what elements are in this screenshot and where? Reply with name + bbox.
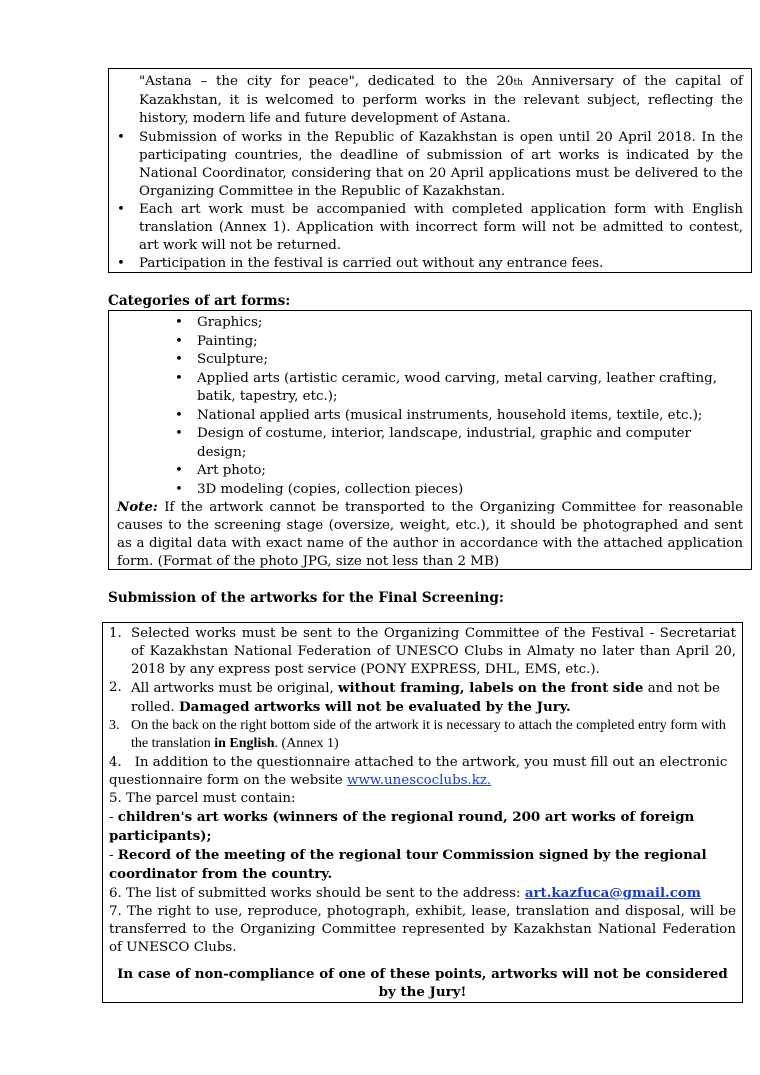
list-item: • Graphics; — [169, 314, 731, 333]
submission-list — [109, 625, 736, 957]
list-item: • Design of costume, interior, landscape, industrial, graphic and computer design; — [169, 425, 731, 462]
categories-box — [108, 310, 752, 570]
list-item: • Art photo; — [169, 462, 731, 481]
list-item: 6. The list of submitted works should be sent to the address: art.kazfuca@gmail.com — [109, 885, 701, 901]
list-item: • Painting; — [169, 333, 731, 352]
list-item: 3. On the back on the right bottom side of the artwork it is necessary to attach the completed entry form with the translation in English. (Annex 1) — [109, 718, 726, 751]
list-item: • Submission of works in the Republic of Kazakhstan is open until 20 April 2018. In the participating countries, the deadline of submission of art works is indicated by the National Coordinator, considering that on 20 April applications must be delivered to the Organizing Committee in the Republic of Kazakhstan. — [111, 129, 743, 201]
submission-box — [102, 622, 743, 1003]
list-item: 5. The parcel must contain: — [109, 791, 296, 806]
list-item: • National applied arts (musical instruments, household items, textile, etc.); — [169, 407, 731, 426]
warning-text: In case of non-compliance of one of these points, artworks will not be considered by the Jury! — [117, 966, 728, 1000]
list-item: 1. Selected works must be sent to the Organizing Committee of the Festival - Secretariat of Kazakhstan National Federation of UNESCO Clubs in Almaty no later than April 20, 2018 by any express post service (PONY EXPRESS, DHL, EMS, etc.). — [109, 626, 736, 677]
categories-heading: Categories of art forms: — [108, 293, 291, 309]
intro-paragraph: "Astana – the city for peace", dedicated to the 20th Anniversary of the capital of Kazakhstan, it is welcomed to perform works in the relevant subject, reflecting the history, modern life and future development of Astana. — [139, 74, 743, 126]
list-item: 7. The right to use, reproduce, photograph, exhibit, lease, translation and disposal, will be transferred to the Organizing Committee represented by Kazakhstan National Federation of UNESCO Clubs. — [109, 904, 736, 955]
intro-bullet-list — [111, 129, 743, 273]
note-paragraph: Note: If the artwork cannot be transported to the Organizing Committee for reasonable causes to the screening stage (oversize, weight, etc.), it should be photographed and sent as a digital data with exact name of the author in accordance with the attached application form. (Format of the photo JPG, size not less than 2 MB) — [117, 499, 743, 569]
intro-box — [108, 68, 752, 273]
website-link[interactable]: www.unescoclubs.kz. — [347, 773, 492, 788]
submission-heading: Submission of the artworks for the Final Screening: — [108, 590, 504, 606]
list-item: • Applied arts (artistic ceramic, wood carving, metal carving, leather crafting, batik, tapestry, etc.); — [169, 370, 731, 407]
list-item: 4. In addition to the questionnaire attached to the artwork, you must fill out an electronic questionnaire form on the website www.unescoclubs.kz. — [109, 755, 728, 788]
list-item: - children's art works (winners of the regional round, 200 art works of foreign participants); — [109, 809, 695, 844]
email-link[interactable]: art.kazfuca@gmail.com — [524, 885, 701, 901]
list-item: 2. All artworks must be original, without framing, labels on the front side and not be rolled. Damaged artworks will not be evaluated by the Jury. — [109, 680, 720, 715]
list-item: • 3D modeling (copies, collection pieces) — [169, 481, 731, 500]
list-item: • Sculpture; — [169, 351, 731, 370]
categories-list — [169, 314, 731, 499]
list-item: • Each art work must be accompanied with completed application form with English translation (Annex 1). Application with incorrect form will not be admitted to contest, art work will not be returned. — [111, 201, 743, 255]
list-item: • Participation in the festival is carried out without any entrance fees. — [111, 255, 743, 273]
list-item: - Record of the meeting of the regional tour Commission signed by the regional coordinator from the country. — [109, 847, 707, 882]
note-label: Note: — [117, 499, 158, 515]
